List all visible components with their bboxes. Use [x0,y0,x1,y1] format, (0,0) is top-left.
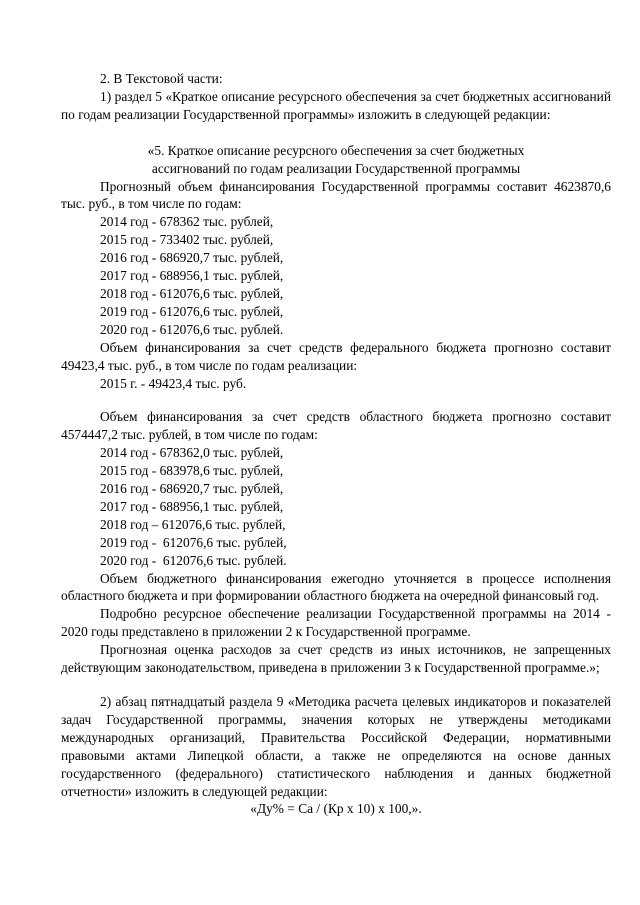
quoted-heading [61,142,611,178]
total-financing-paragraph: Прогнозный объем финансирования Государственной программы составит 4623870,6 тыс. руб., в том числе по годам: [61,178,611,212]
section-intro: 2. В Текстовой части: [100,71,223,86]
formula-line: «Ду% = Са / (Кр х 10) х 100,». [250,801,422,817]
regional-year-item: 2020 год - 612076,6 тыс. рублей. [100,552,287,568]
total-year-item: 2020 год - 612076,6 тыс. рублей. [100,321,284,337]
regional-year-item: 2015 год - 683978,6 тыс. рублей, [100,463,284,479]
total-year-item: 2019 год - 612076,6 тыс. рублей, [100,303,284,319]
item-1-paragraph: 1) раздел 5 «Краткое описание ресурсного обеспечения за счет бюджетных ассигнований по годам реализации Государственной программы» изложить в следующей редакции: [61,88,611,122]
regional-year-item: 2016 год - 686920,7 тыс. рублей, [100,481,284,497]
regional-year-item: 2014 год - 678362,0 тыс. рублей, [100,445,284,461]
quoted-heading-line-1: «5. Краткое описание ресурсного обеспечения за счет бюджетных [147,142,525,158]
document-page [61,70,611,818]
regional-year-item: 2018 год – 612076,6 тыс. рублей, [100,516,286,532]
budget-clarification-paragraph: Объем бюджетного финансирования ежегодно уточняется в процессе исполнения областного бюджета и при формировании областного бюджета на очередной финансовый год. [61,570,611,604]
total-year-item: 2018 год - 612076,6 тыс. рублей, [100,285,284,301]
total-years-list [61,213,611,338]
regional-financing-paragraph: Объем финансирования за счет средств областного бюджета прогнозно составит 4574447,2 тыс. рублей, в том числе по годам: [61,409,611,443]
federal-financing-paragraph: Объем финансирования за счет средств федерального бюджета прогнозно составит 49423,4 тыс. руб., в том числе по годам реализации: [61,339,611,373]
total-year-item: 2017 год - 688956,1 тыс. рублей, [100,268,284,284]
total-year-item: 2015 год - 733402 тыс. рублей, [100,232,274,248]
other-sources-paragraph: Прогнозная оценка расходов за счет средств из иных источников, не запрещенных действующим законодательством, приведена в приложении 3 к Государственной программе.»; [61,642,611,676]
regional-year-item: 2019 год - 612076,6 тыс. рублей, [100,534,287,550]
regional-years-list [61,444,611,569]
item-2-paragraph: 2) абзац пятнадцатый раздела 9 «Методика расчета целевых индикаторов и показателей задач Государственной программы, значения которых не утверждены методиками международных организаций, Правительства Российской Федерации, нормативными правовыми актами Липецкой области, а также не определяются на основе данных государственного (федерального) статистического наблюдения и данных бюджетной отчетности» изложить в следующей редакции: [61,694,611,799]
total-year-item: 2014 год - 678362 тыс. рублей, [100,214,274,230]
quoted-heading-line-2: ассигнований по годам реализации Государственной программы [151,160,521,176]
regional-year-item: 2017 год - 688956,1 тыс. рублей, [100,498,284,514]
federal-year-item: 2015 г. - 49423,4 тыс. руб. [100,375,247,391]
total-year-item: 2016 год - 686920,7 тыс. рублей, [100,250,284,266]
appendix-2-paragraph: Подробно ресурсное обеспечение реализации Государственной программы на 2014 - 2020 годы представлено в приложении 2 к Государственной программе. [61,606,611,640]
